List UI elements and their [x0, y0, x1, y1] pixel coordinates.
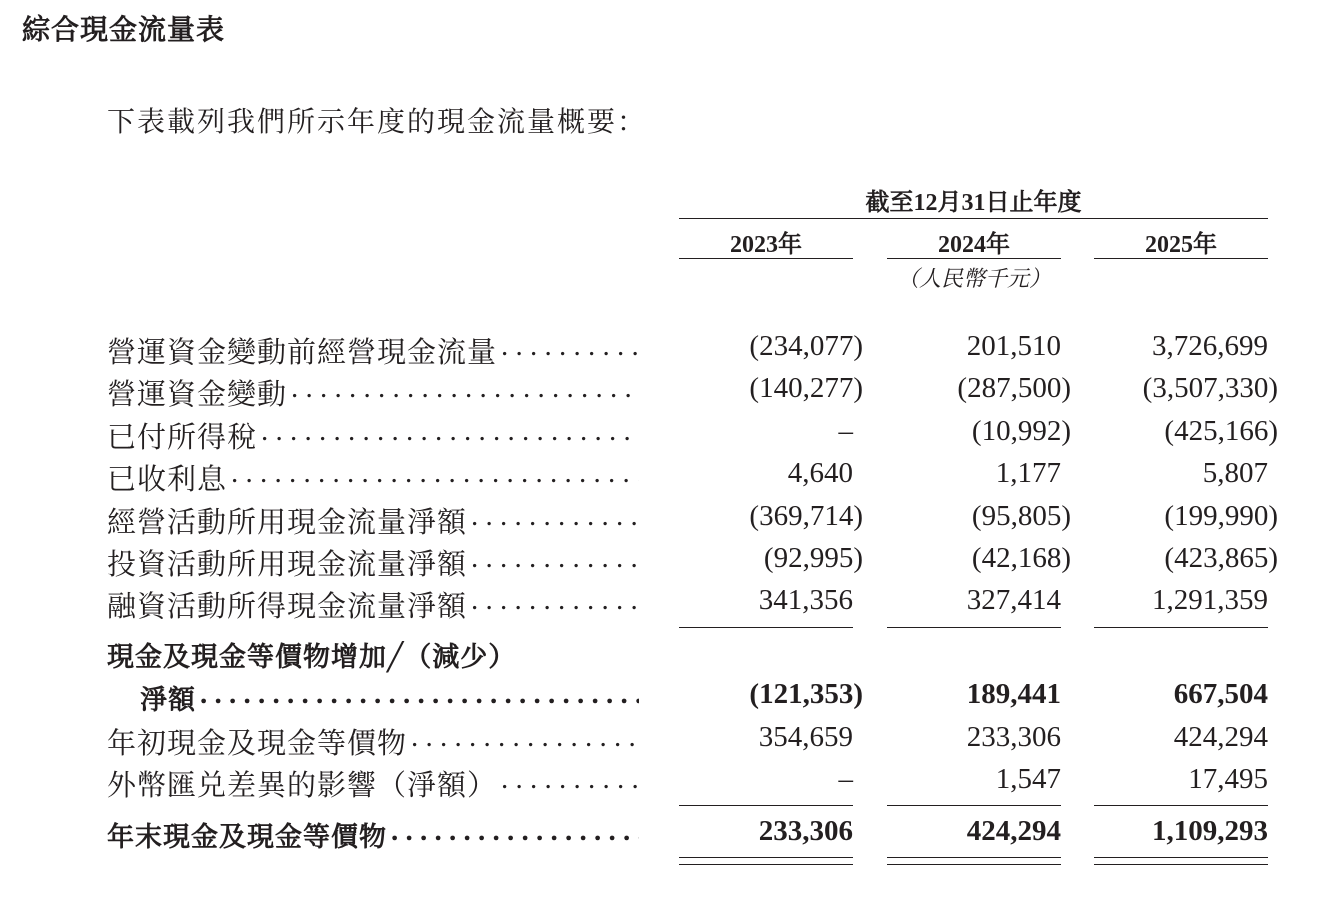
row-label: [107, 457, 639, 498]
row-label-text: 經營活動所用現金流量淨額: [107, 507, 468, 539]
divider: [887, 258, 1061, 259]
value-2025: 1,109,293: [1152, 815, 1268, 847]
value-2024: (42,168): [971, 542, 1071, 574]
table-row: [0, 457, 1332, 497]
row-label: [107, 500, 639, 541]
value-2024: 189,441: [966, 678, 1061, 710]
table-row: [0, 415, 1332, 455]
row-label-text: 營運資金變動: [107, 379, 288, 411]
value-2025: (425,166): [1164, 415, 1278, 447]
rule-line: [679, 864, 853, 865]
value-2024: (287,500): [957, 372, 1071, 404]
table-row: [0, 584, 1332, 624]
table-row: [0, 542, 1332, 582]
value-2025: 3,726,699: [1152, 330, 1268, 362]
rule-line: [679, 627, 853, 628]
rule-line: [887, 857, 1061, 858]
row-label: [107, 584, 639, 625]
table-row: [0, 721, 1332, 761]
row-label-text: 已收利息: [107, 464, 228, 496]
value-2023: (140,277): [749, 372, 863, 404]
value-2024: (95,805): [971, 500, 1071, 532]
table-row: [0, 815, 1332, 855]
value-2024: 201,510: [966, 330, 1061, 362]
row-label-text: 外幣匯兑差異的影響（淨額）: [107, 770, 498, 802]
table-row: [0, 330, 1332, 370]
dot-leader: [196, 678, 639, 717]
year-header-2024: 2024年: [938, 232, 1010, 258]
rule-line: [887, 864, 1061, 865]
value-2023: 4,640: [787, 457, 853, 489]
row-label: [107, 763, 639, 804]
value-2025: 1,291,359: [1152, 584, 1268, 616]
period-header: 截至12月31日止年度: [865, 190, 1082, 216]
row-label: [107, 635, 639, 674]
rule-line: [887, 627, 1061, 628]
rule-line: [887, 805, 1061, 806]
rule-line: [1094, 627, 1268, 628]
row-label-text: 營運資金變動前經營現金流量: [107, 337, 498, 369]
row-label: [107, 542, 639, 583]
unit-label: （人民幣千元）: [896, 266, 1051, 291]
value-2023: 354,659: [758, 721, 853, 753]
row-label: [107, 372, 639, 413]
year-header-2025: 2025年: [1145, 232, 1217, 258]
row-label-text: 淨額: [140, 685, 196, 716]
row-label-text: 年末現金及現金等價物: [107, 822, 387, 853]
row-label: [107, 815, 639, 854]
dot-leader: [257, 415, 639, 456]
divider: [1094, 258, 1268, 259]
value-2023: (369,714): [749, 500, 863, 532]
rule-line: [1094, 864, 1268, 865]
value-2023: –: [838, 415, 853, 447]
dot-leader: [287, 372, 639, 413]
section-title: 綜合現金流量表: [22, 13, 226, 46]
divider: [679, 258, 853, 259]
table-row: [0, 372, 1332, 412]
value-2025: 424,294: [1173, 721, 1268, 753]
row-label: [107, 415, 639, 456]
table-row: [0, 635, 1332, 675]
value-2025: 667,504: [1173, 678, 1268, 710]
value-2024: 233,306: [966, 721, 1061, 753]
row-label-text: 已付所得稅: [107, 422, 258, 454]
row-label: [107, 330, 639, 371]
value-2024: 424,294: [966, 815, 1061, 847]
value-2024: 1,547: [995, 763, 1061, 795]
value-2025: 5,807: [1202, 457, 1268, 489]
divider: [679, 218, 1268, 219]
table-row: [0, 678, 1332, 718]
value-2023: 341,356: [758, 584, 853, 616]
dot-leader: [387, 815, 639, 854]
value-2023: (92,995): [763, 542, 863, 574]
year-header-2023: 2023年: [730, 232, 802, 258]
row-label: [107, 721, 639, 762]
value-2023: (234,077): [749, 330, 863, 362]
value-2023: 233,306: [758, 815, 853, 847]
row-label-text: 融資活動所得現金流量淨額: [107, 591, 468, 623]
intro-text: 下表載列我們所示年度的現金流量概要：: [107, 107, 648, 138]
rule-line: [679, 805, 853, 806]
value-2023: (121,353): [749, 678, 863, 710]
value-2025: 17,495: [1188, 763, 1268, 795]
dot-leader: [227, 457, 639, 498]
value-2025: (3,507,330): [1142, 372, 1278, 404]
rule-line: [1094, 857, 1268, 858]
row-label: [140, 678, 639, 717]
value-2024: 327,414: [966, 584, 1061, 616]
row-label-text: 投資活動所用現金流量淨額: [107, 549, 468, 581]
value-2025: (423,865): [1164, 542, 1278, 574]
value-2024: 1,177: [995, 457, 1061, 489]
row-label-text: 年初現金及現金等價物: [107, 728, 408, 760]
dot-leader: [407, 721, 639, 762]
rule-line: [1094, 805, 1268, 806]
value-2023: –: [838, 763, 853, 795]
table-row: [0, 763, 1332, 803]
row-label-text: 現金及現金等價物增加╱（減少）: [107, 642, 517, 673]
rule-line: [679, 857, 853, 858]
value-2024: (10,992): [971, 415, 1071, 447]
table-row: [0, 500, 1332, 540]
value-2025: (199,990): [1164, 500, 1278, 532]
